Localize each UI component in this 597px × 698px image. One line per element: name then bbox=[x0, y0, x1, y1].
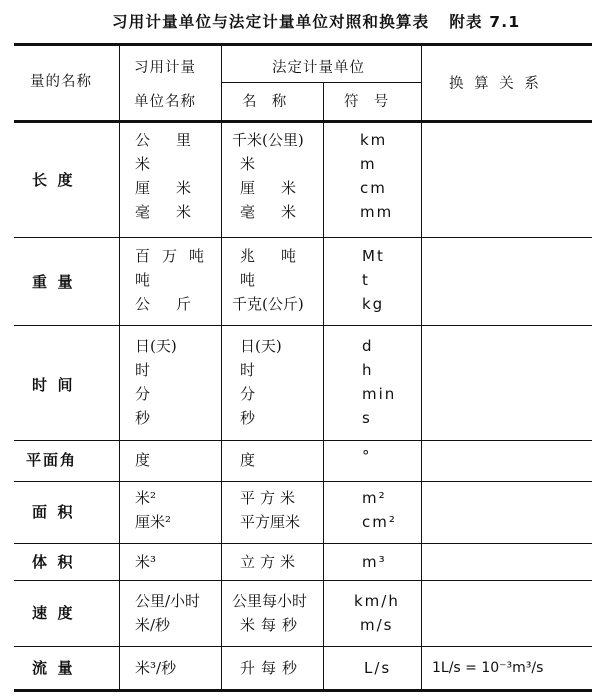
table-title bbox=[112, 10, 520, 32]
header-legal-group: 法定计量单位 bbox=[272, 60, 365, 76]
column-divider bbox=[119, 45, 120, 691]
unit-symbol: cm bbox=[360, 179, 387, 197]
legal-unit-name: 秒 bbox=[240, 409, 256, 427]
symbols-weight bbox=[362, 244, 385, 316]
symbols-time bbox=[362, 334, 396, 430]
row-divider bbox=[14, 237, 592, 238]
unit-name: 公斤 bbox=[135, 295, 218, 313]
quantity-time: 时 间 bbox=[32, 376, 73, 394]
legal-unit-name: 分 bbox=[240, 385, 256, 403]
table-number: 附表 7.1 bbox=[449, 13, 521, 31]
unit-name: 米 bbox=[135, 155, 151, 173]
symbols-area bbox=[362, 486, 397, 534]
customary-units-time bbox=[135, 334, 177, 430]
legal-unit-name: 立方米 bbox=[240, 553, 301, 571]
header-customary-group: 习用计量 bbox=[134, 60, 196, 76]
quantity-weight: 重 量 bbox=[32, 273, 73, 291]
symbols-speed bbox=[354, 589, 400, 637]
row-divider bbox=[14, 481, 592, 482]
legal-unit-name: 时 bbox=[240, 361, 256, 379]
unit-name: 米² bbox=[135, 489, 157, 507]
unit-symbol: km/h bbox=[354, 592, 400, 610]
header-legal-symbol: 符 号 bbox=[344, 94, 391, 110]
column-divider bbox=[221, 45, 222, 691]
unit-symbol: mm bbox=[360, 203, 394, 221]
legal-unit-name: 平方米 bbox=[240, 489, 301, 507]
unit-name: 米³/秒 bbox=[135, 659, 177, 677]
unit-name: 百万吨 bbox=[135, 247, 217, 265]
legal-unit-name: 平方厘米 bbox=[240, 513, 301, 531]
unit-symbol: L/s bbox=[364, 659, 392, 677]
unit-name: 厘米² bbox=[135, 513, 172, 531]
unit-symbol: t bbox=[362, 271, 370, 289]
unit-name: 厘米 bbox=[135, 179, 218, 197]
unit-symbol: Mt bbox=[362, 247, 385, 265]
header-quantity-name: 量的名称 bbox=[30, 74, 92, 90]
unit-symbol: m/s bbox=[360, 616, 394, 634]
unit-name: 度 bbox=[135, 451, 151, 469]
legal-units-weight bbox=[232, 244, 322, 316]
symbols-length bbox=[360, 128, 393, 224]
unit-name: 米/秒 bbox=[135, 616, 171, 634]
legal-unit-name: 千米(公里) bbox=[232, 131, 304, 149]
quantity-speed: 速 度 bbox=[32, 604, 73, 622]
customary-units-speed bbox=[135, 589, 200, 637]
legal-unit-name: 厘米 bbox=[240, 179, 323, 197]
unit-name: 秒 bbox=[135, 409, 151, 427]
legal-unit-name: 毫米 bbox=[240, 203, 323, 221]
legal-units-speed bbox=[232, 589, 307, 637]
unit-name: 吨 bbox=[135, 271, 151, 289]
customary-units-area bbox=[135, 486, 171, 534]
column-divider bbox=[323, 82, 324, 691]
column-divider bbox=[421, 45, 422, 691]
table-title-text: 习用计量单位与法定计量单位对照和换算表 bbox=[112, 13, 430, 31]
unit-symbol: kg bbox=[362, 295, 385, 313]
unit-symbol: km bbox=[360, 131, 388, 149]
row-divider bbox=[14, 543, 592, 544]
legal-unit-name: 升每秒 bbox=[240, 659, 304, 677]
row-divider bbox=[14, 580, 592, 581]
bottom-rule bbox=[14, 689, 592, 692]
quantity-length: 长 度 bbox=[32, 171, 73, 189]
legal-units-time bbox=[240, 334, 282, 430]
row-divider bbox=[14, 646, 592, 647]
unit-symbol: s bbox=[362, 409, 372, 427]
unit-symbol: m bbox=[360, 155, 377, 173]
unit-name: 公里/小时 bbox=[135, 592, 201, 610]
unit-symbol: h bbox=[362, 361, 374, 379]
legal-units-area bbox=[240, 486, 300, 534]
legal-unit-name: 日(天) bbox=[240, 337, 282, 355]
quantity-area: 面 积 bbox=[32, 503, 73, 521]
quantity-flow: 流 量 bbox=[32, 659, 73, 677]
conversion-flow: 1L/s = 10⁻³m³/s bbox=[432, 660, 544, 676]
legal-header-divider bbox=[221, 82, 421, 83]
unit-symbol: d bbox=[362, 337, 374, 355]
top-rule bbox=[14, 43, 592, 46]
unit-symbol: ° bbox=[362, 447, 372, 465]
header-conversion: 换 算 关 系 bbox=[449, 76, 542, 92]
unit-name: 公里 bbox=[135, 131, 218, 149]
unit-name: 日(天) bbox=[135, 337, 177, 355]
customary-units-weight bbox=[135, 244, 217, 316]
quantity-plane-angle: 平面角 bbox=[26, 451, 78, 469]
legal-unit-name: 公里每小时 bbox=[232, 592, 308, 610]
legal-units-length bbox=[232, 128, 322, 224]
unit-symbol: min bbox=[362, 385, 397, 403]
legal-unit-name: 兆吨 bbox=[240, 247, 323, 265]
legal-unit-name: 吨 bbox=[240, 271, 256, 289]
unit-symbol: cm² bbox=[362, 513, 397, 531]
customary-units-length bbox=[135, 128, 217, 224]
row-divider bbox=[14, 325, 592, 326]
unit-name: 时 bbox=[135, 361, 151, 379]
row-divider bbox=[14, 440, 592, 441]
legal-unit-name: 度 bbox=[240, 451, 256, 469]
unit-symbol: m² bbox=[362, 489, 387, 507]
header-rule bbox=[14, 120, 592, 123]
quantity-volume: 体 积 bbox=[32, 553, 73, 571]
unit-symbol: m³ bbox=[362, 553, 387, 571]
header-customary-unit-name: 单位名称 bbox=[134, 94, 196, 110]
header-legal-name: 名 称 bbox=[242, 94, 289, 110]
legal-unit-name: 米 bbox=[240, 155, 256, 173]
unit-name: 米³ bbox=[135, 553, 157, 571]
unit-name: 分 bbox=[135, 385, 151, 403]
unit-name: 毫米 bbox=[135, 203, 218, 221]
legal-unit-name: 千克(公斤) bbox=[232, 295, 304, 313]
legal-unit-name: 米每秒 bbox=[240, 616, 304, 634]
